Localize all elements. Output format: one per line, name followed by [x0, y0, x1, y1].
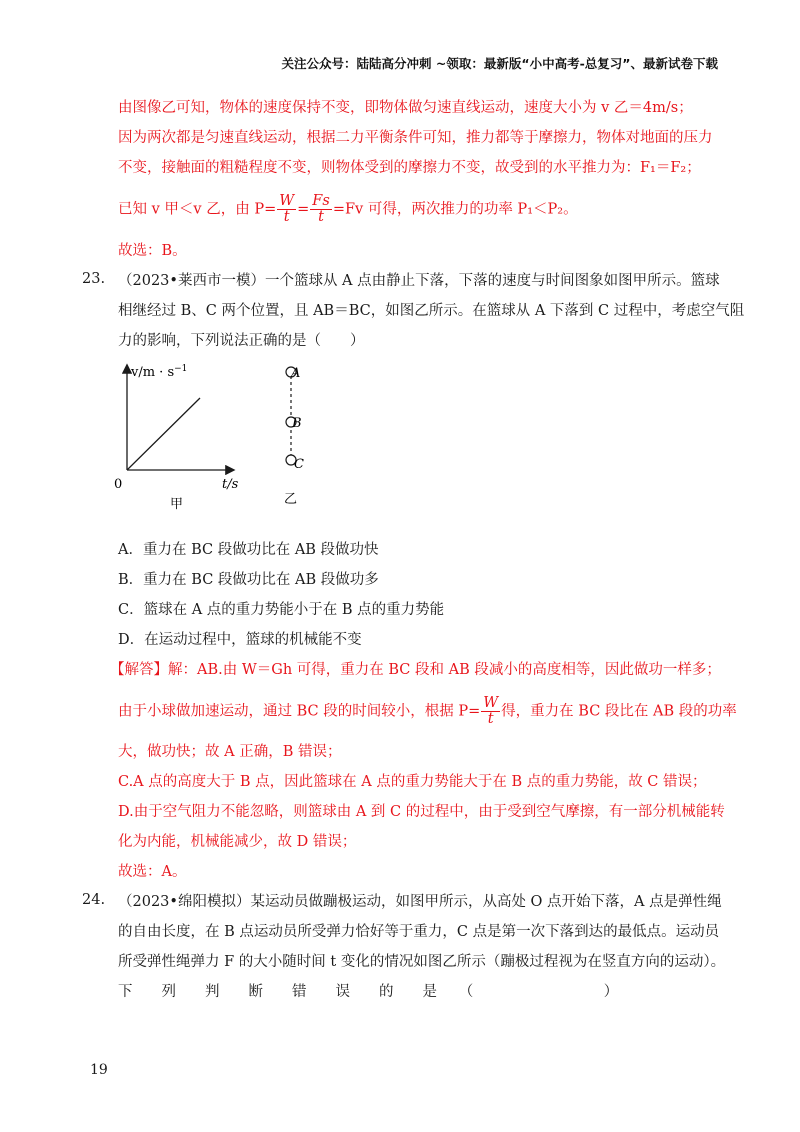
question-text: 力的影响，下列说法正确的是（ ）	[118, 333, 365, 349]
option-c: C．篮球在 A 点的重力势能小于在 B 点的重力势能	[118, 602, 445, 618]
answer-line: 化为内能，机械能减少，故 D 错误；	[118, 834, 357, 850]
question-text: （2023•莱西市一模）一个篮球从 A 点由静止下落，下落的速度与时间图象如图甲所示。篮球	[118, 273, 720, 289]
answer-line: D.由于空气阻力不能忽略，则篮球由 A 到 C 的过程中，由于受到空气摩擦，有一部分机械能转	[118, 804, 725, 820]
question-number: 24.	[82, 892, 106, 908]
question-text: 的自由长度，在 B 点运动员所受弹力恰好等于重力，C 点是第一次下落到达的最低点。运动员	[118, 924, 720, 940]
answer-text: 已知 v 甲＜v 乙，由 P=	[118, 201, 277, 218]
answer-choice: 故选：B。	[118, 243, 187, 259]
velocity-line	[127, 398, 200, 470]
answer-text: 由于小球做加速运动，通过 BC 段的时间较小，根据 P=	[118, 703, 481, 720]
question-text: 相继经过 B、C 两个位置，且 AB＝BC，如图乙所示。在篮球从 A 下落到 C 过程中，考虑空气阻	[118, 303, 745, 319]
ball-position-diagram	[270, 360, 330, 520]
figure-caption-yi: 乙	[284, 492, 298, 507]
answer-line: C.A 点的高度大于 B 点，因此篮球在 A 点的重力势能大于在 B 点的重力势能，故 C 错误；	[118, 774, 707, 790]
option-d: D．在运动过程中，篮球的机械能不变	[118, 632, 362, 648]
fraction-fs-over-t	[310, 194, 332, 225]
answer-line-formula	[118, 194, 718, 225]
label-b: B	[292, 416, 302, 431]
answer-line: 大，做功快；故 A 正确，B 错误；	[118, 744, 342, 760]
page-number: 19	[90, 1062, 108, 1078]
label-c: C	[294, 457, 304, 472]
question-text: （2023•绵阳模拟）某运动员做蹦极运动，如图甲所示，从高处 O 点开始下落，A 点是弹性绳	[118, 894, 722, 910]
option-a: A．重力在 BC 段做功比在 AB 段做功快	[118, 542, 379, 558]
figure-caption-jia: 甲	[170, 497, 184, 512]
equals-sign: =	[297, 201, 310, 218]
velocity-time-graph	[100, 360, 260, 520]
answer-text: 得，重力在 BC 段比在 AB 段的功率	[501, 703, 737, 720]
x-axis-label: t/s	[222, 477, 239, 492]
denominator: t	[487, 711, 494, 727]
origin-label: 0	[114, 477, 123, 492]
page-header: 关注公众号：陆陆高分冲刺 ~领取：最新版“小中高考-总复习”、最新试卷下载	[281, 56, 718, 71]
label-a: A	[291, 366, 301, 381]
answer-choice: 故选：A。	[118, 864, 187, 880]
denominator: t	[283, 209, 290, 225]
fraction-w-over-t	[277, 194, 296, 225]
question-text: 下 列 判 断 错 误 的 是 （ ）	[118, 984, 619, 1000]
answer-line-formula	[118, 695, 737, 727]
numerator: W	[279, 193, 295, 209]
answer-line: 不变，接触面的粗糙程度不变，则物体受到的摩擦力不变，故受到的水平推力为：F₁＝F₂；	[118, 160, 701, 176]
fraction-w-over-t	[481, 696, 500, 727]
option-b: B．重力在 BC 段做功比在 AB 段做功多	[118, 572, 379, 588]
answer-line: 【解答】解：AB.由 W＝Gh 可得，重力在 BC 段和 AB 段减小的高度相等，因此做功一样多；	[110, 662, 721, 678]
numerator: Fs	[312, 193, 330, 209]
question-text: 所受弹性绳弹力 F 的大小随时间 t 变化的情况如图乙所示（蹦极过程视为在竖直方向的运动）。	[118, 954, 726, 970]
numerator: W	[483, 695, 499, 711]
denominator: t	[318, 209, 324, 225]
y-axis-label: $v/m \cdot s^{-1}$	[131, 364, 188, 380]
answer-line: 因为两次都是匀速直线运动，根据二力平衡条件可知，推力都等于摩擦力，物体对地面的压力	[118, 130, 713, 146]
answer-text: =Fv 可得，两次推力的功率 P₁＜P₂。	[332, 201, 578, 218]
question-number: 23.	[82, 271, 106, 287]
answer-line: 由图像乙可知，物体的速度保持不变，即物体做匀速直线运动，速度大小为 v 乙＝4m/s；	[118, 100, 693, 116]
